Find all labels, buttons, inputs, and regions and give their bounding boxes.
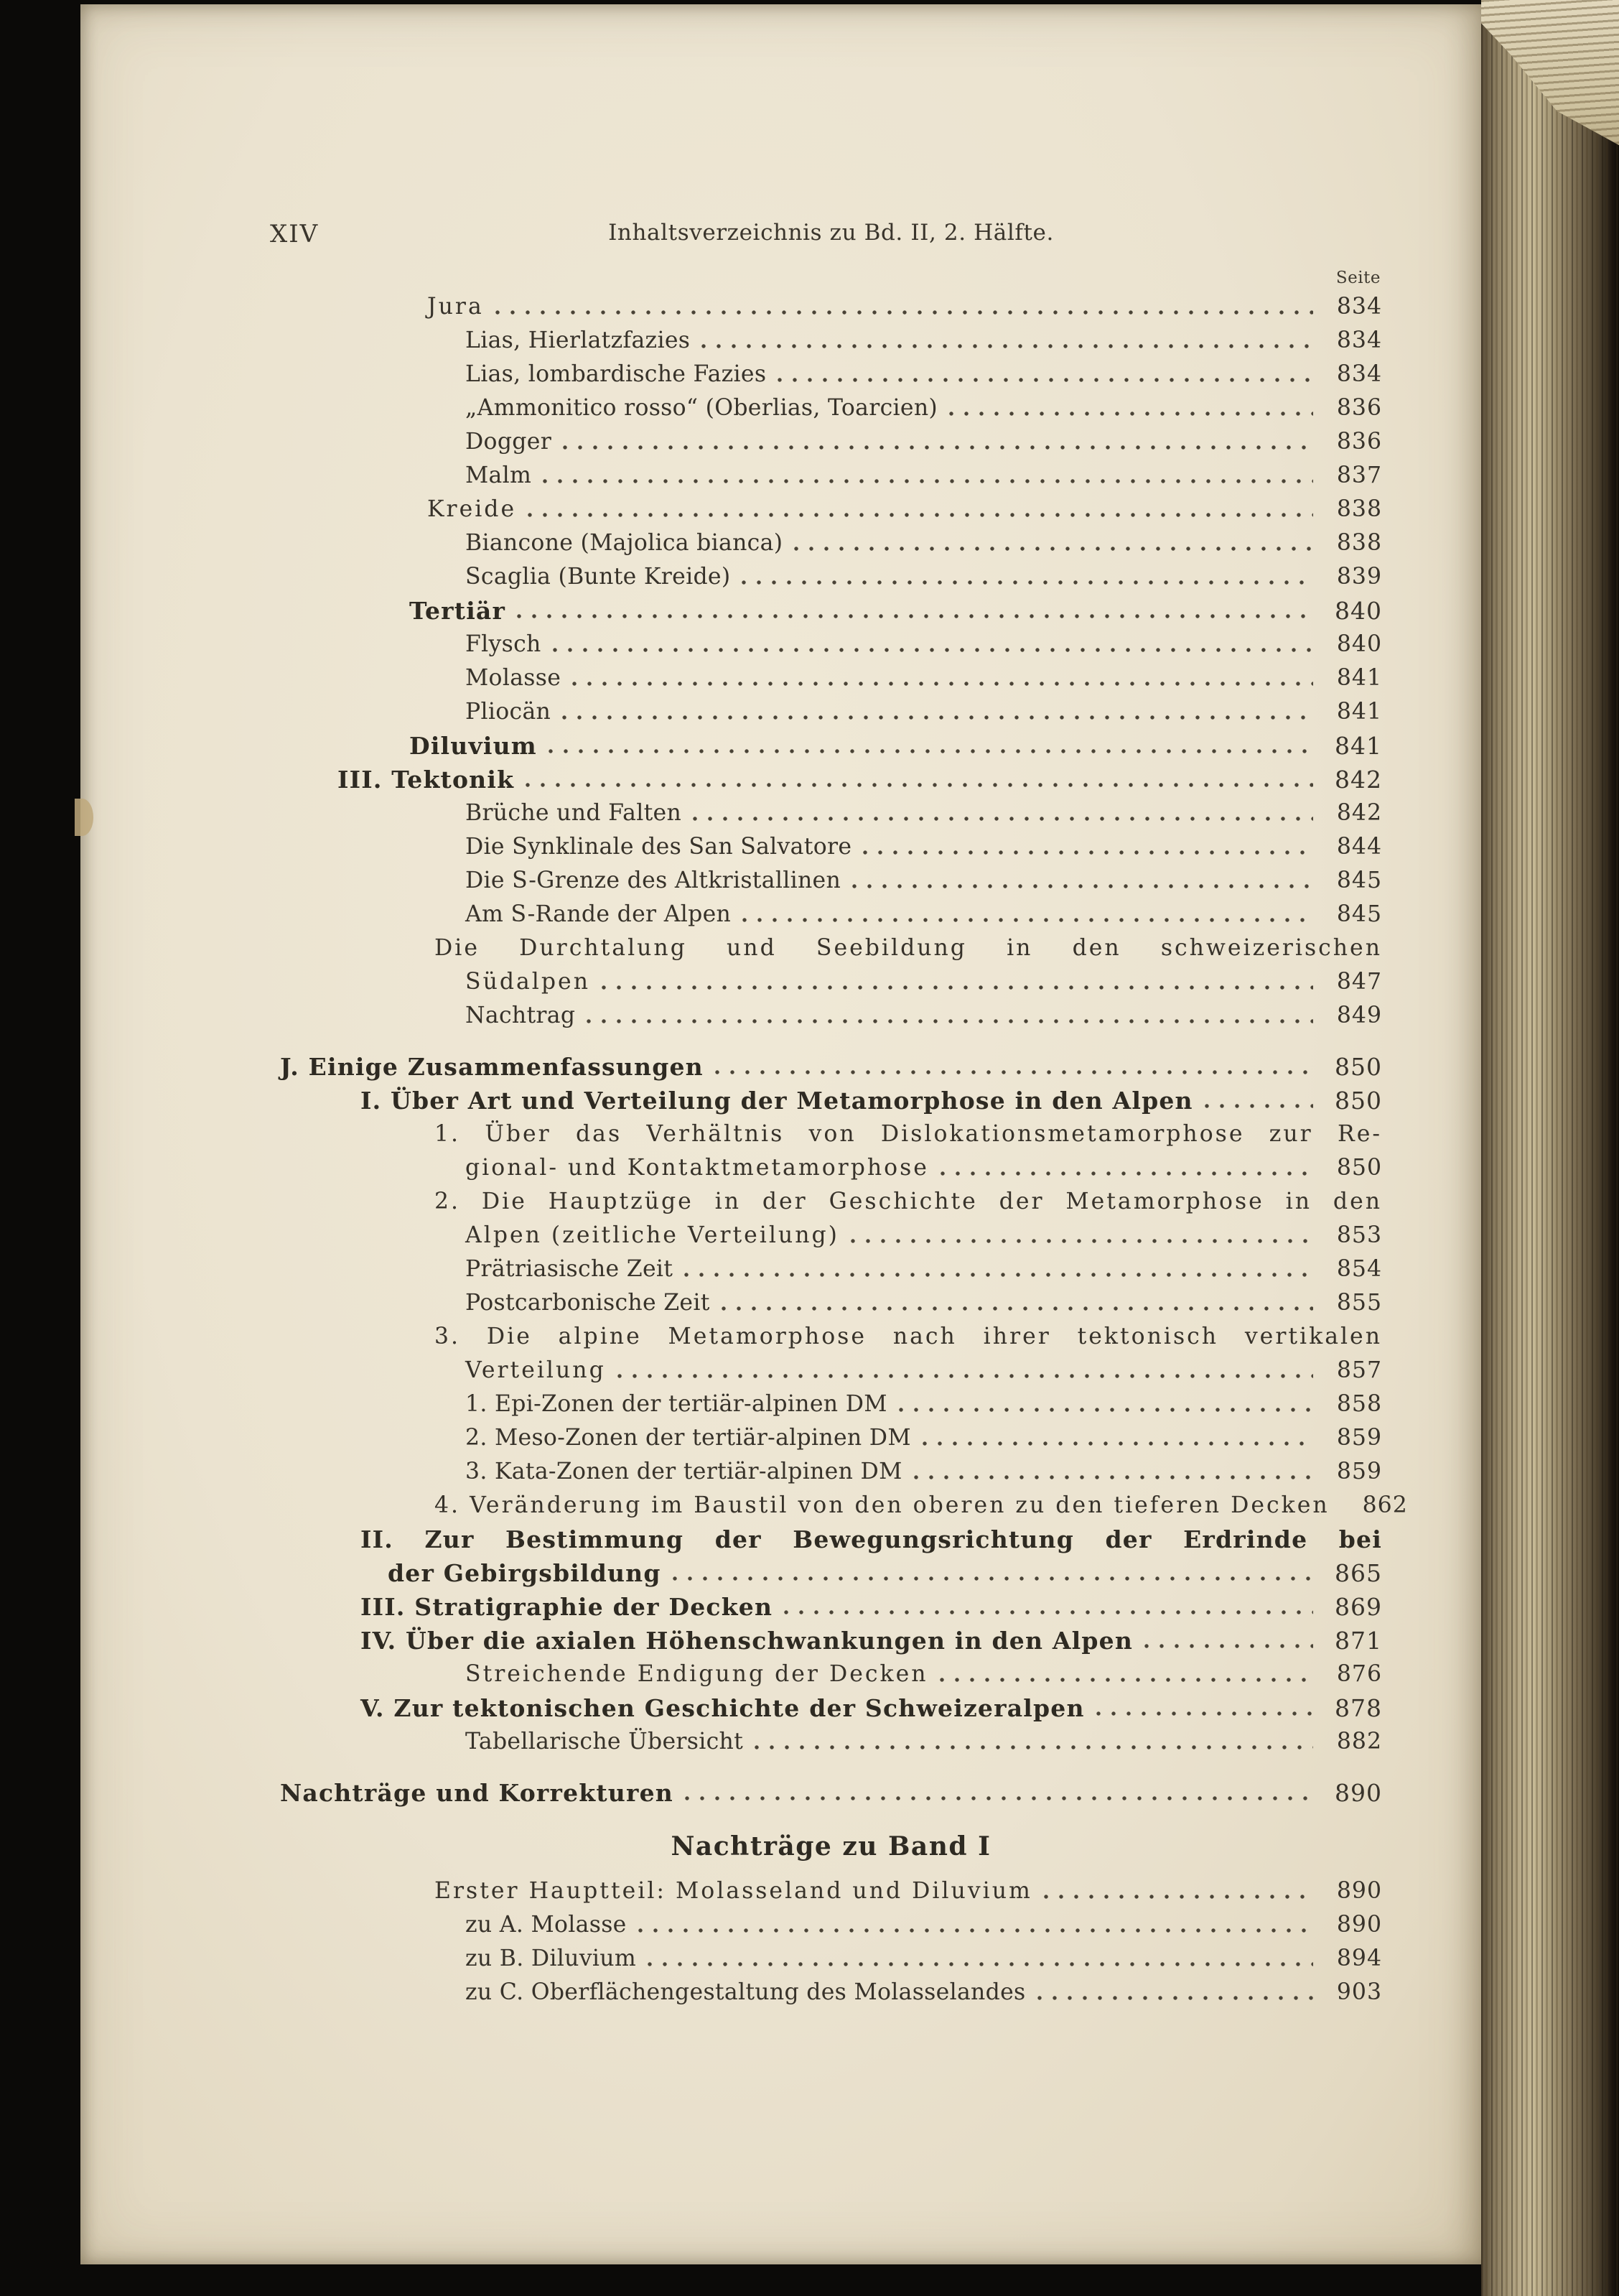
toc-entry bbox=[409, 729, 1382, 763]
section-heading-text: Nachträge zu Band I bbox=[671, 1831, 992, 1862]
toc-entry bbox=[434, 1117, 1382, 1151]
dot-leader bbox=[940, 1658, 1313, 1691]
toc-entry bbox=[427, 493, 1382, 526]
toc-entry bbox=[465, 425, 1382, 459]
dot-leader bbox=[1205, 1084, 1313, 1117]
dot-leader bbox=[851, 1219, 1313, 1252]
toc-entry bbox=[465, 999, 1382, 1033]
toc-entry-text: I. Über Art und Verteilung der Metamorphose in den Alpen bbox=[360, 1087, 1193, 1115]
dot-leader bbox=[549, 729, 1313, 763]
dot-leader bbox=[1096, 1691, 1313, 1725]
toc-entry-text: zu C. Oberflächengestaltung des Molasselandes bbox=[465, 1979, 1026, 2005]
dot-leader bbox=[701, 324, 1313, 358]
dot-leader bbox=[949, 391, 1313, 425]
toc-entry bbox=[465, 898, 1382, 931]
toc-entry-text: Die S-Grenze des Altkristallinen bbox=[465, 868, 841, 893]
running-title: Inhaltsverzeichnis zu Bd. II, 2. Hälfte. bbox=[608, 220, 1054, 246]
page-folio: XIV bbox=[270, 220, 319, 248]
toc-entry-page: 836 bbox=[1336, 429, 1382, 455]
toc-entry-page: 838 bbox=[1336, 530, 1382, 556]
page-column-label: Seite bbox=[1335, 269, 1381, 287]
toc-list bbox=[280, 290, 1408, 2009]
dot-leader bbox=[914, 1455, 1313, 1489]
toc-entry-text: Die Durchtalung und Seebildung in den schweizerischen bbox=[434, 935, 1382, 961]
book-page bbox=[80, 4, 1481, 2264]
dot-leader bbox=[553, 628, 1313, 661]
toc-entry-text: Prätriasische Zeit bbox=[465, 1256, 673, 1282]
toc-entry-text: Lias, Hierlatzfazies bbox=[465, 327, 691, 353]
dot-leader bbox=[638, 1908, 1313, 1942]
dot-leader bbox=[899, 1388, 1313, 1421]
toc-entry-page: 840 bbox=[1335, 597, 1382, 625]
toc-entry bbox=[465, 661, 1382, 695]
toc-entry-page: 890 bbox=[1336, 1912, 1382, 1938]
toc-entry-page: 836 bbox=[1336, 395, 1382, 421]
toc-entry-page: 865 bbox=[1335, 1559, 1382, 1587]
dot-leader bbox=[742, 898, 1313, 931]
dot-leader bbox=[923, 1421, 1313, 1455]
toc-entry bbox=[465, 965, 1382, 999]
dot-leader bbox=[794, 526, 1313, 560]
section-heading bbox=[280, 1831, 1382, 1862]
toc-entry-page: 871 bbox=[1335, 1627, 1382, 1655]
toc-entry-text: Diluvium bbox=[409, 732, 537, 760]
toc-entry-page: 841 bbox=[1336, 699, 1382, 725]
toc-entry-page: 878 bbox=[1335, 1694, 1382, 1722]
toc-entry-text: Lias, lombardische Fazies bbox=[465, 361, 767, 387]
toc-entry-text: Südalpen bbox=[465, 969, 590, 995]
toc-entry-page: 859 bbox=[1336, 1425, 1382, 1451]
toc-entry-text: Die Synklinale des San Salvatore bbox=[465, 834, 852, 860]
toc-entry-page: 862 bbox=[1362, 1492, 1408, 1518]
toc-entry bbox=[465, 1725, 1382, 1759]
toc-entry-page: 859 bbox=[1336, 1459, 1382, 1484]
dot-leader bbox=[742, 560, 1313, 594]
dot-leader bbox=[715, 1050, 1313, 1084]
toc-entry-text: Brüche und Falten bbox=[465, 800, 682, 826]
toc-entry-text: Dogger bbox=[465, 429, 552, 455]
toc-entry-page: 845 bbox=[1336, 901, 1382, 927]
dot-leader bbox=[784, 1590, 1313, 1624]
toc-entry-text: 1. Über das Verhältnis von Dislokationsmetamorphose zur Re- bbox=[434, 1121, 1382, 1147]
dot-leader bbox=[587, 999, 1313, 1033]
toc-entry-text: 2. Meso-Zonen der tertiär-alpinen DM bbox=[465, 1425, 911, 1451]
toc-entry-text: J. Einige Zusammenfassungen bbox=[280, 1053, 704, 1081]
dot-leader bbox=[602, 965, 1313, 999]
dot-leader bbox=[684, 1252, 1313, 1286]
toc-entry-text: IV. Über die axialen Höhenschwankungen in den Alpen bbox=[360, 1627, 1134, 1655]
toc-entry bbox=[409, 594, 1382, 628]
toc-entry-page: 838 bbox=[1336, 496, 1382, 522]
toc-entry-page: 857 bbox=[1336, 1357, 1382, 1383]
toc-entry-text: 1. Epi-Zonen der tertiär-alpinen DM bbox=[465, 1391, 887, 1417]
toc-entry bbox=[465, 1976, 1382, 2009]
toc-entry-text: Erster Hauptteil: Molasseland und Diluvium bbox=[434, 1878, 1032, 1904]
toc-entry bbox=[465, 864, 1382, 898]
dot-leader bbox=[528, 493, 1313, 526]
toc-entry bbox=[434, 1489, 1408, 1523]
toc-entry-text: Pliocän bbox=[465, 699, 551, 725]
toc-entry bbox=[465, 1421, 1382, 1455]
dot-leader bbox=[941, 1151, 1313, 1185]
dot-leader bbox=[543, 459, 1313, 493]
toc-entry-page: 834 bbox=[1336, 294, 1382, 320]
toc-entry-page: 876 bbox=[1336, 1661, 1382, 1687]
toc-entry bbox=[465, 1219, 1382, 1252]
toc-entry bbox=[360, 1624, 1382, 1658]
toc-entry-text: 4. Veränderung im Baustil von den oberen zu den tieferen Decken bbox=[434, 1492, 1330, 1518]
toc-entry bbox=[360, 1084, 1382, 1117]
toc-entry-text: Tertiär bbox=[409, 597, 506, 625]
toc-entry bbox=[360, 1523, 1382, 1556]
toc-entry-page: 882 bbox=[1336, 1729, 1382, 1754]
toc-entry bbox=[465, 324, 1382, 358]
toc-entry-text: Nachträge und Korrekturen bbox=[280, 1779, 673, 1807]
toc-entry bbox=[434, 1320, 1382, 1354]
toc-entry-page: 834 bbox=[1336, 327, 1382, 353]
toc-entry bbox=[465, 1455, 1382, 1489]
dot-leader bbox=[863, 830, 1313, 864]
toc-entry-text: „Ammonitico rosso“ (Oberlias, Toarcien) bbox=[465, 395, 938, 421]
toc-entry-text: 3. Kata-Zonen der tertiär-alpinen DM bbox=[465, 1459, 902, 1484]
toc-entry bbox=[465, 1658, 1382, 1691]
toc-entry-page: 890 bbox=[1335, 1779, 1382, 1807]
dot-leader bbox=[648, 1942, 1313, 1976]
toc-entry-text: Jura bbox=[427, 294, 484, 320]
dot-leader bbox=[685, 1776, 1313, 1810]
toc-entry-page: 844 bbox=[1336, 834, 1382, 860]
toc-entry-text: Molasse bbox=[465, 665, 561, 691]
toc-entry bbox=[465, 358, 1382, 391]
page-header bbox=[270, 220, 1382, 257]
toc-entry-page: 841 bbox=[1336, 665, 1382, 691]
toc-entry-text: Flysch bbox=[465, 631, 541, 657]
dot-leader bbox=[562, 695, 1313, 729]
toc-entry-text: Streichende Endigung der Decken bbox=[465, 1661, 928, 1687]
toc-entry-text: gional- und Kontaktmetamorphose bbox=[465, 1155, 929, 1181]
toc-entry bbox=[465, 1252, 1382, 1286]
toc-entry-text: Alpen (zeitliche Verteilung) bbox=[465, 1222, 839, 1248]
toc-entry bbox=[465, 1388, 1382, 1421]
toc-entry-text: zu B. Diluvium bbox=[465, 1946, 636, 1971]
toc-entry-page: 837 bbox=[1336, 463, 1382, 488]
toc-entry-text: Malm bbox=[465, 463, 532, 488]
toc-entry bbox=[434, 1874, 1382, 1908]
toc-entry-page: 842 bbox=[1335, 766, 1382, 794]
toc-entry-page: 850 bbox=[1336, 1155, 1382, 1181]
toc-entry-text: Postcarbonische Zeit bbox=[465, 1290, 710, 1316]
toc-entry-text: Biancone (Majolica bianca) bbox=[465, 530, 783, 556]
toc-entry bbox=[465, 1286, 1382, 1320]
toc-entry-page: 839 bbox=[1336, 564, 1382, 590]
toc-entry-page: 847 bbox=[1336, 969, 1382, 995]
toc-entry-page: 853 bbox=[1336, 1222, 1382, 1248]
toc-entry-page: 842 bbox=[1336, 800, 1382, 826]
toc-entry-text: 3. Die alpine Metamorphose nach ihrer tektonisch vertikalen bbox=[434, 1324, 1382, 1349]
dot-leader bbox=[1144, 1624, 1313, 1658]
toc-entry bbox=[434, 931, 1382, 965]
book-page-edges bbox=[1481, 0, 1619, 2296]
toc-entry bbox=[465, 560, 1382, 594]
toc-entry bbox=[465, 1942, 1382, 1976]
toc-entry bbox=[337, 763, 1382, 796]
toc-entry bbox=[465, 526, 1382, 560]
toc-entry bbox=[465, 1354, 1382, 1388]
toc-entry-page: 850 bbox=[1335, 1087, 1382, 1115]
dot-leader bbox=[852, 864, 1313, 898]
toc-entry-text: 2. Die Hauptzüge in der Geschichte der Metamorphose in den bbox=[434, 1189, 1382, 1214]
toc-entry-page: 903 bbox=[1336, 1979, 1382, 2005]
toc-entry-page: 858 bbox=[1336, 1391, 1382, 1417]
toc-entry bbox=[360, 1691, 1382, 1725]
dot-leader bbox=[572, 661, 1313, 695]
dot-leader bbox=[755, 1725, 1313, 1759]
dot-leader bbox=[526, 763, 1313, 796]
dot-leader bbox=[1044, 1874, 1313, 1908]
toc-entry-page: 850 bbox=[1335, 1053, 1382, 1081]
toc-entry-page: 834 bbox=[1336, 361, 1382, 387]
toc-entry bbox=[427, 290, 1382, 324]
toc-entry-text: II. Zur Bestimmung der Bewegungsrichtung der Erdrinde bei bbox=[360, 1525, 1382, 1553]
toc-entry bbox=[465, 1151, 1382, 1185]
toc-entry bbox=[434, 1185, 1382, 1219]
toc-entry bbox=[280, 1050, 1382, 1084]
dot-leader bbox=[495, 290, 1313, 324]
toc-entry bbox=[465, 459, 1382, 493]
toc-entry-text: Scaglia (Bunte Kreide) bbox=[465, 564, 731, 590]
toc-entry-text: Verteilung bbox=[465, 1357, 606, 1383]
page-content bbox=[270, 220, 1408, 2009]
dot-leader bbox=[778, 358, 1313, 391]
toc-entry-page: 855 bbox=[1336, 1290, 1382, 1316]
toc-entry-text: III. Stratigraphie der Decken bbox=[360, 1593, 773, 1621]
toc-entry-text: Am S-Rande der Alpen bbox=[465, 901, 732, 927]
toc-entry-text: zu A. Molasse bbox=[465, 1912, 627, 1938]
toc-entry bbox=[465, 796, 1382, 830]
toc-entry bbox=[360, 1590, 1382, 1624]
dot-leader bbox=[1037, 1976, 1314, 2009]
toc-entry bbox=[465, 830, 1382, 864]
toc-entry-text: der Gebirgsbildung bbox=[388, 1559, 661, 1587]
dot-leader bbox=[563, 425, 1313, 459]
toc-entry bbox=[465, 1908, 1382, 1942]
toc-entry-page: 841 bbox=[1335, 732, 1382, 760]
dot-leader bbox=[673, 1556, 1313, 1590]
toc-entry-text: Kreide bbox=[427, 496, 517, 522]
toc-entry bbox=[388, 1556, 1382, 1590]
dot-leader bbox=[693, 796, 1313, 830]
toc-entry-page: 890 bbox=[1336, 1878, 1382, 1904]
toc-entry-text: Nachtrag bbox=[465, 1003, 576, 1028]
toc-entry bbox=[465, 628, 1382, 661]
dot-leader bbox=[517, 594, 1313, 628]
toc-entry-page: 869 bbox=[1335, 1593, 1382, 1621]
toc-entry bbox=[465, 391, 1382, 425]
toc-entry-page: 894 bbox=[1336, 1946, 1382, 1971]
dot-leader bbox=[617, 1354, 1313, 1388]
toc-entry-text: III. Tektonik bbox=[337, 766, 515, 794]
toc-entry-text: Tabellarische Übersicht bbox=[465, 1729, 744, 1754]
dot-leader bbox=[722, 1286, 1313, 1320]
toc-entry-page: 849 bbox=[1336, 1003, 1382, 1028]
toc-entry-page: 845 bbox=[1336, 868, 1382, 893]
toc-entry-text: V. Zur tektonischen Geschichte der Schweizeralpen bbox=[360, 1694, 1085, 1722]
toc-entry-page: 840 bbox=[1336, 631, 1382, 657]
toc-entry bbox=[465, 695, 1382, 729]
toc-entry-page: 854 bbox=[1336, 1256, 1382, 1282]
toc-entry bbox=[280, 1776, 1382, 1810]
